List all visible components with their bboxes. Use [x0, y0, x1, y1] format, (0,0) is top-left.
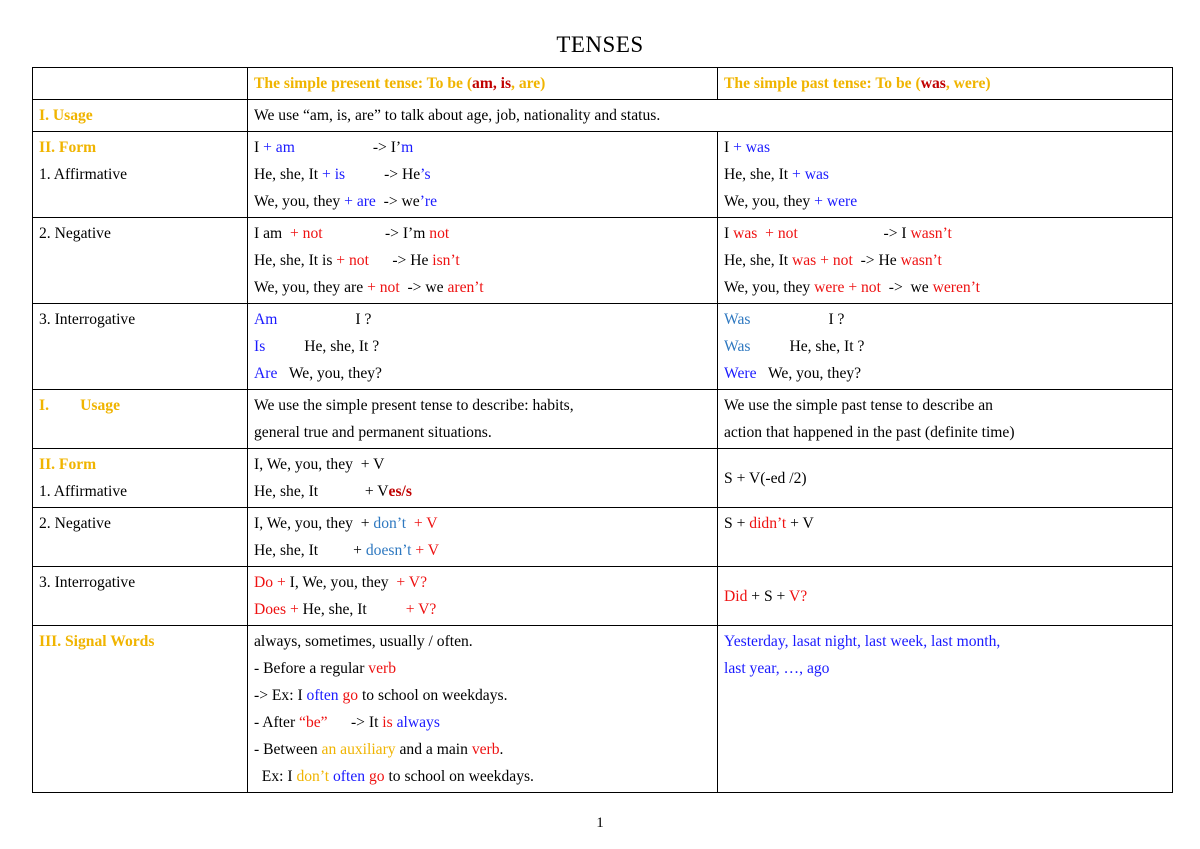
signal-words-past: Yesterday, lasat night, last week, last month, last year, …, ago — [718, 626, 1173, 793]
verbs-interrogative-row — [33, 567, 1173, 626]
verbs-usage-label: I. Usage — [33, 390, 248, 449]
tobe-interrogative-past: Was I ? Was He, she, It ? Were We, you, they? — [718, 304, 1173, 390]
header-present-cell: The simple present tense: To be (am, is, are) — [248, 68, 718, 100]
tobe-affirmative-row — [33, 132, 1173, 218]
tobe-usage-text: We use “am, is, are” to talk about age, job, nationality and status. — [248, 100, 1173, 132]
tobe-interrogative-label: 3. Interrogative — [33, 304, 248, 390]
header-empty-cell — [33, 68, 248, 100]
verbs-negative-row — [33, 508, 1173, 567]
verbs-affirmative-label: II. Form 1. Affirmative — [33, 449, 248, 508]
tobe-negative-past: I was + not -> I wasn’t He, she, It was + not -> He wasn’t We, you, they were + not -> we weren’t — [718, 218, 1173, 304]
verbs-interrogative-present: Do + I, We, you, they + V? Does + He, she, It + V? — [248, 567, 718, 626]
signal-words-row — [33, 626, 1173, 793]
verbs-usage-present: We use the simple present tense to describe: habits, general true and permanent situations. — [248, 390, 718, 449]
verbs-affirmative-past: S + V(-ed /2) — [718, 449, 1173, 508]
tobe-interrogative-present: Am I ? Is He, she, It ? Are We, you, they? — [248, 304, 718, 390]
page-number: 1 — [596, 815, 604, 831]
verbs-affirmative-present: I, We, you, they + V He, she, It + Ves/s — [248, 449, 718, 508]
verbs-negative-present: I, We, you, they + don’t + V He, she, It + doesn’t + V — [248, 508, 718, 567]
tobe-usage-label: I. Usage — [33, 100, 248, 132]
verbs-interrogative-label: 3. Interrogative — [33, 567, 248, 626]
page-title: TENSES — [556, 32, 644, 57]
header-past-cell: The simple past tense: To be (was, were) — [718, 68, 1173, 100]
tobe-negative-present: I am + not -> I’m not He, she, It is + not -> He isn’t We, you, they are + not -> we aren’t — [248, 218, 718, 304]
tenses-table — [32, 67, 1173, 793]
tobe-negative-label: 2. Negative — [33, 218, 248, 304]
signal-words-present: always, sometimes, usually / often. - Before a regular verb -> Ex: I often go to school on weekdays. - After “be” -> It is always - Between an auxiliary and a main verb. Ex: I don’t often go to school on weekdays. — [248, 626, 718, 793]
tobe-affirmative-present: I + am -> I’m He, she, It + is -> He’s We, you, they + are -> we’re — [248, 132, 718, 218]
tobe-usage-row — [33, 100, 1173, 132]
verbs-affirmative-row — [33, 449, 1173, 508]
tobe-affirmative-label: II. Form 1. Affirmative — [33, 132, 248, 218]
signal-words-label: III. Signal Words — [33, 626, 248, 793]
tobe-affirmative-past: I + was He, she, It + was We, you, they + were — [718, 132, 1173, 218]
verbs-usage-past: We use the simple past tense to describe an action that happened in the past (definite time) — [718, 390, 1173, 449]
verbs-negative-past: S + didn’t + V — [718, 508, 1173, 567]
tobe-negative-row — [33, 218, 1173, 304]
header-row — [33, 68, 1173, 100]
verbs-interrogative-past: Did + S + V? — [718, 567, 1173, 626]
tobe-interrogative-row — [33, 304, 1173, 390]
verbs-negative-label: 2. Negative — [33, 508, 248, 567]
verbs-usage-row — [33, 390, 1173, 449]
